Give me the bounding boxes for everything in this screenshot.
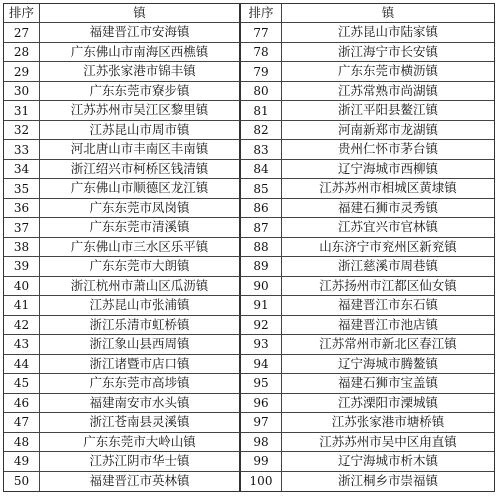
rank-right-cell: 89 xyxy=(241,257,282,276)
town-right-cell: 福建晋江市东石镇 xyxy=(282,296,494,315)
town-right-cell: 浙江桐乡市崇福镇 xyxy=(337,473,438,488)
town-left-cell: 浙江象山县西周镇 xyxy=(40,335,241,354)
town-right-cell: 福建晋江市池店镇 xyxy=(282,316,494,335)
town-left-cell: 广东东莞市大岭山镇 xyxy=(40,433,241,452)
rank-left-cell: 40 xyxy=(4,277,40,296)
header-town-left: 镇 xyxy=(40,4,241,23)
rank-right-cell: 95 xyxy=(241,374,282,393)
town-right-cell: 福建石狮市灵秀镇 xyxy=(282,199,494,218)
town-left-cell: 江苏昆山市张浦镇 xyxy=(40,296,241,315)
town-right-cell: 江苏宜兴市官林镇 xyxy=(282,218,494,237)
rank-right-cell: 86 xyxy=(241,199,282,218)
town-right-cell: 辽宁海城市腾鳌镇 xyxy=(282,355,494,374)
header-rank-right: 排序 xyxy=(241,4,282,23)
town-left-cell: 浙江诸暨市店口镇 xyxy=(40,355,241,374)
rank-right-cell: 78 xyxy=(241,43,282,62)
header-rank-left: 排序 xyxy=(4,4,40,23)
town-right-cell: 江苏溧阳市溧城镇 xyxy=(282,394,494,413)
rank-right-cell: 94 xyxy=(241,355,282,374)
rank-left-cell: 27 xyxy=(4,23,40,42)
town-right-cell: 贵州仁怀市茅台镇 xyxy=(282,140,494,159)
town-left-cell: 广东东莞市清溪镇 xyxy=(40,218,241,237)
town-right-cell: 浙江海宁市长安镇 xyxy=(282,43,494,62)
rank-left-cell: 45 xyxy=(4,374,40,393)
rank-right-cell: 96 xyxy=(241,394,282,413)
rank-left-cell: 48 xyxy=(4,433,40,452)
rank-left-cell: 30 xyxy=(4,82,40,101)
rank-right-cell: 82 xyxy=(241,121,282,140)
ranking-table xyxy=(3,3,495,492)
town-left-cell: 广东佛山市顺德区龙江镇 xyxy=(40,179,241,198)
rank-right-cell: 81 xyxy=(241,101,282,120)
rank-left-cell: 44 xyxy=(4,355,40,374)
town-right-cell: 辽宁海城市西柳镇 xyxy=(282,160,494,179)
town-left-cell: 福建晋江市英林镇 xyxy=(40,472,241,491)
rank-left-cell: 29 xyxy=(4,62,40,81)
rank-right-cell: 88 xyxy=(241,238,282,257)
town-right-cell: 河南新郑市龙湖镇 xyxy=(282,121,494,140)
town-left-cell: 浙江绍兴市柯桥区钱清镇 xyxy=(40,160,241,179)
rank-left-cell: 49 xyxy=(4,452,40,471)
rank-left-cell: 33 xyxy=(4,140,40,159)
town-left-cell: 浙江苍南县灵溪镇 xyxy=(40,413,241,432)
rank-left-cell: 46 xyxy=(4,394,40,413)
town-left-cell: 江苏苏州市吴江区黎里镇 xyxy=(40,101,241,120)
town-left-cell: 广东东莞市大朗镇 xyxy=(40,257,241,276)
town-left-cell: 广东东莞市高埗镇 xyxy=(40,374,241,393)
town-right-cell: 江苏昆山市陆家镇 xyxy=(282,23,494,42)
town-left-cell: 广东佛山市南海区西樵镇 xyxy=(40,43,241,62)
town-left-cell: 江苏张家港市锦丰镇 xyxy=(40,62,241,81)
town-right-cell: 福建石狮市宝盖镇 xyxy=(282,374,494,393)
town-right-cell: 江苏张家港市塘桥镇 xyxy=(282,413,494,432)
rank-right-cell: 98 xyxy=(241,433,282,452)
rank-right-cell: 85 xyxy=(241,179,282,198)
town-left-cell: 广东东莞市凤岗镇 xyxy=(40,199,241,218)
town-right-cell: 辽宁海城市析木镇 xyxy=(282,452,494,471)
town-left-cell: 浙江乐清市虹桥镇 xyxy=(40,316,241,335)
rank-right-cell: 93 xyxy=(241,335,282,354)
rank-left-cell: 42 xyxy=(4,316,40,335)
rank-left-cell: 37 xyxy=(4,218,40,237)
town-right-cell: 广东东莞市横沥镇 xyxy=(282,62,494,81)
rank-left-cell: 43 xyxy=(4,335,40,354)
town-right-cell: 浙江平阳县鳌江镇 xyxy=(282,101,494,120)
town-right-cell: 浙江慈溪市周巷镇 xyxy=(282,257,494,276)
town-left-cell: 福建晋江市安海镇 xyxy=(40,23,241,42)
rank-right-cell: 97 xyxy=(241,413,282,432)
rank-right-cell: 91 xyxy=(241,296,282,315)
town-left-cell: 广东东莞市寮步镇 xyxy=(40,82,241,101)
rank-left-cell: 47 xyxy=(4,413,40,432)
town-left-cell: 浙江杭州市萧山区瓜沥镇 xyxy=(40,277,241,296)
town-right-cell: 江苏苏州市相城区黄埭镇 xyxy=(282,179,494,198)
rank-right-cell: 77 xyxy=(241,23,282,42)
town-left-cell: 河北唐山市丰南区丰南镇 xyxy=(40,140,241,159)
town-right-cell: 江苏扬州市江都区仙女镇 xyxy=(282,277,494,296)
rank-right-cell: 100 xyxy=(241,472,282,491)
rank-right-cell: 87 xyxy=(241,218,282,237)
town-left-cell: 福建南安市水头镇 xyxy=(40,394,241,413)
rank-left-cell: 36 xyxy=(4,199,40,218)
rank-left-cell: 34 xyxy=(4,160,40,179)
rank-right-cell: 84 xyxy=(241,160,282,179)
rank-right-cell: 79 xyxy=(241,62,282,81)
rank-right-cell: 80 xyxy=(241,82,282,101)
rank-left-cell: 35 xyxy=(4,179,40,198)
town-right-cell: 江苏苏州市吴中区甪直镇 xyxy=(282,433,494,452)
town-right-cell: 山东济宁市兖州区新兖镇 xyxy=(282,238,494,257)
rank-left-cell: 39 xyxy=(4,257,40,276)
rank-left-cell: 28 xyxy=(4,43,40,62)
rank-left-cell: 31 xyxy=(4,101,40,120)
rank-right-cell: 83 xyxy=(241,140,282,159)
town-right-cell: 江苏常熟市尚湖镇 xyxy=(282,82,494,101)
rank-left-cell: 50 xyxy=(4,472,40,491)
rank-left-cell: 32 xyxy=(4,121,40,140)
header-town-right: 镇 xyxy=(282,4,494,23)
town-left-cell: 广东佛山市三水区乐平镇 xyxy=(40,238,241,257)
rank-right-cell: 90 xyxy=(241,277,282,296)
rank-right-cell: 92 xyxy=(241,316,282,335)
town-left-cell: 江苏江阴市华士镇 xyxy=(40,452,241,471)
rank-left-cell: 38 xyxy=(4,238,40,257)
rank-right-cell: 99 xyxy=(241,452,282,471)
town-right-cell: 江苏常州市新北区春江镇 xyxy=(282,335,494,354)
town-left-cell: 江苏昆山市周市镇 xyxy=(40,121,241,140)
rank-left-cell: 41 xyxy=(4,296,40,315)
